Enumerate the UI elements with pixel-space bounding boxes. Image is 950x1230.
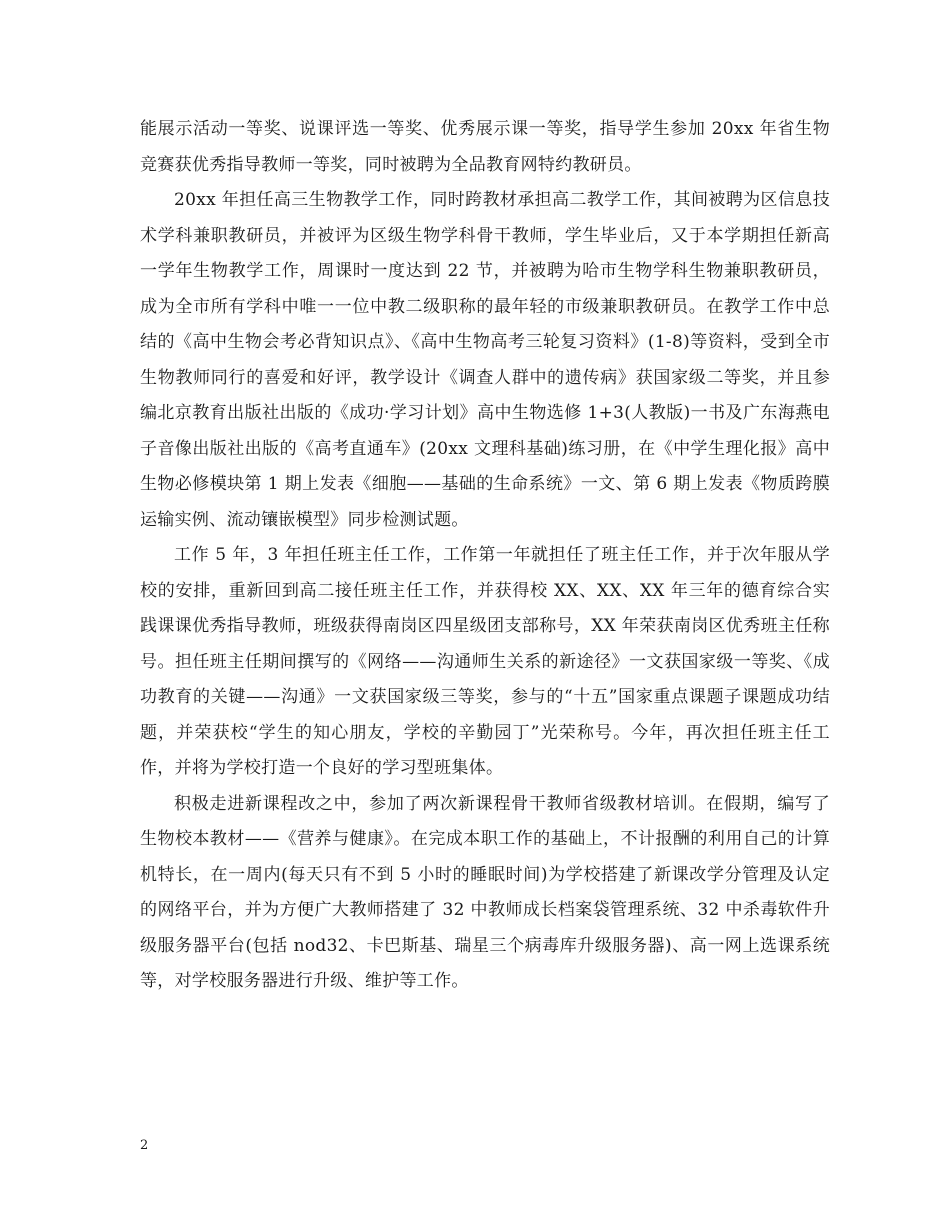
document-body — [140, 112, 830, 1000]
paragraph-continuation: 能展示活动一等奖、说课评选一等奖、优秀展示课一等奖，指导学生参加 20xx 年省生物竞赛获优秀指导教师一等奖，同时被聘为全品教育网特约教研员。 — [140, 119, 830, 175]
paragraph-class-teacher: 工作 5 年，3 年担任班主任工作，工作第一年就担任了班主任工作，并于次年服从学校的安排，重新回到高二接任班主任工作，并获得校 XX、XX、XX 年三年的德育综合实践课课优秀指导教师，班级获得南岗区四星级团支部称号，XX 年荣获南岗区优秀班主任称号。担任班主任期间撰写的《网络——沟通师生关系的新途径》一文获国家级一等奖、《成功教育的关键——沟通》一文获国家级三等奖，参与的“十五”国家重点课题子课题成功结题，并荣获校“学生的知心朋友，学校的辛勤园丁”光荣称号。今年，再次担任班主任工作，并将为学校打造一个良好的学习型班集体。 — [140, 545, 830, 778]
paragraph-new-curriculum: 积极走进新课程改之中，参加了两次新课程骨干教师省级教材培训。在假期，编写了生物校本教材——《营养与健康》。在完成本职工作的基础上，不计报酬的利用自己的计算机特长，在一周内(每天只有不到 5 小时的睡眠时间)为学校搭建了新课改学分管理及认定的网络平台，并为方便广大教师搭建了 32 中教师成长档案袋管理系统、32 中杀毒软件升级服务器平台(包括 nod32、卡巴斯基、瑞星三个病毒库升级服务器)、高一网上选课系统等，对学校服务器进行升级、维护等工作。 — [140, 793, 830, 991]
page-number: 2 — [140, 1138, 149, 1153]
paragraph-teaching-work: 20xx 年担任高三生物教学工作，同时跨教材承担高二教学工作，其间被聘为区信息技术学科兼职教研员，并被评为区级生物学科骨干教师，学生毕业后，又于本学期担任新高一学年生物教学工作，周课时一度达到 22 节，并被聘为哈市生物学科生物兼职教研员，成为全市所有学科中唯一一位中教二级职称的最年轻的市级兼职教研员。在教学工作中总结的《高中生物会考必背知识点》、《高中生物高考三轮复习资料》(1-8)等资料，受到全市生物教师同行的喜爱和好评，教学设计《调查人群中的遗传病》获国家级二等奖，并且参编北京教育出版社出版的《成功·学习计划》高中生物选修 1+3(人教版)一书及广东海燕电子音像出版社出版的《高考直通车》(20xx 文理科基础)练习册，在《中学生理化报》高中生物必修模块第 1 期上发表《细胞——基础的生命系统》一文、第 6 期上发表《物质跨膜运输实例、流动镶嵌模型》同步检测试题。 — [140, 190, 830, 530]
